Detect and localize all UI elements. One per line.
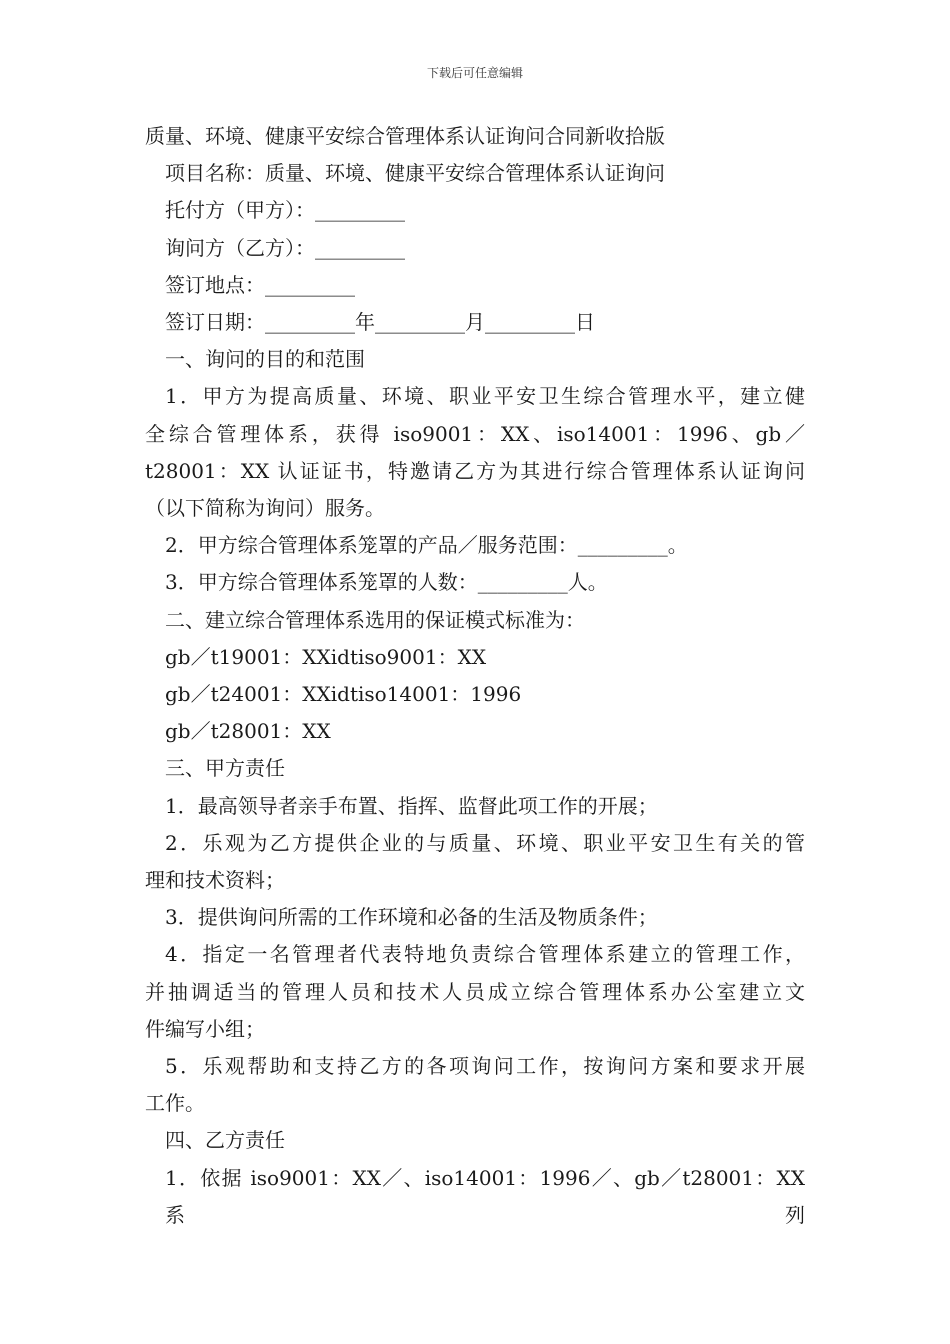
section3-item2-line2: 理和技术资料； xyxy=(145,868,285,893)
section3-item1: 1．最高领导者亲手布置、指挥、监督此项工作的开展； xyxy=(165,793,658,818)
section1-item1-line3: t28001：XX 认证证书，特邀请乙方为其进行综合管理体系认证询问 xyxy=(145,458,805,483)
consultant-party-line: 询问方（乙方）：_________ xyxy=(165,235,405,260)
signing-date-line: 签订日期：_________年_________月_________日 xyxy=(165,310,595,335)
project-name-line: 项目名称：质量、环境、健康平安综合管理体系认证询问 xyxy=(165,161,665,186)
section3-heading: 三、甲方责任 xyxy=(165,756,285,781)
page-header: 下载后可任意编辑 xyxy=(426,66,523,80)
standard-3: gb／t28001：XX xyxy=(165,719,331,744)
section3-item4-line3: 件编写小组； xyxy=(145,1016,265,1041)
section3-item2-line1: 2．乐观为乙方提供企业的与质量、环境、职业平安卫生有关的管 xyxy=(165,830,805,855)
contract-document xyxy=(145,118,812,1234)
section3-item4-line2: 并抽调适当的管理人员和技术人员成立综合管理体系办公室建立文 xyxy=(145,979,805,1004)
standard-1: gb／t19001：XXidtiso9001：XX xyxy=(165,644,487,669)
signing-place-line: 签订地点：_________ xyxy=(165,272,355,297)
section1-item2: 2．甲方综合管理体系笼罩的产品／服务范围：_________。 xyxy=(165,533,688,558)
document-title: 质量、环境、健康平安综合管理体系认证询问合同新收拾版 xyxy=(145,124,665,148)
section3-item4-line1: 4．指定一名管理者代表特地负责综合管理体系建立的管理工作， xyxy=(165,942,805,967)
section1-heading: 一、询问的目的和范围 xyxy=(165,347,365,372)
client-party-line: 托付方（甲方）：_________ xyxy=(165,198,405,223)
section3-item3: 3．提供询问所需的工作环境和必备的生活及物质条件； xyxy=(165,905,658,930)
section4-heading: 四、乙方责任 xyxy=(165,1128,285,1153)
section1-item1-line4: （以下简称为询问）服务。 xyxy=(145,496,385,521)
section1-item1-line1: 1．甲方为提高质量、环境、职业平安卫生综合管理水平，建立健 xyxy=(165,384,805,409)
section1-item1-line2: 全综合管理体系，获得 iso9001：XX、iso14001：1996、gb／ xyxy=(145,421,805,446)
section4-item1-line1: 1．依据 iso9001：XX／、iso14001：1996／、gb／t28001：XX 系列 xyxy=(165,1165,812,1227)
section1-item3: 3．甲方综合管理体系笼罩的人数：_________人。 xyxy=(165,570,608,595)
standard-2: gb／t24001：XXidtiso14001：1996 xyxy=(165,682,522,707)
section2-heading: 二、建立综合管理体系选用的保证模式标准为： xyxy=(165,607,585,632)
section3-item5-line2: 工作。 xyxy=(145,1091,205,1116)
section3-item5-line1: 5．乐观帮助和支持乙方的各项询问工作，按询问方案和要求开展 xyxy=(165,1054,805,1079)
